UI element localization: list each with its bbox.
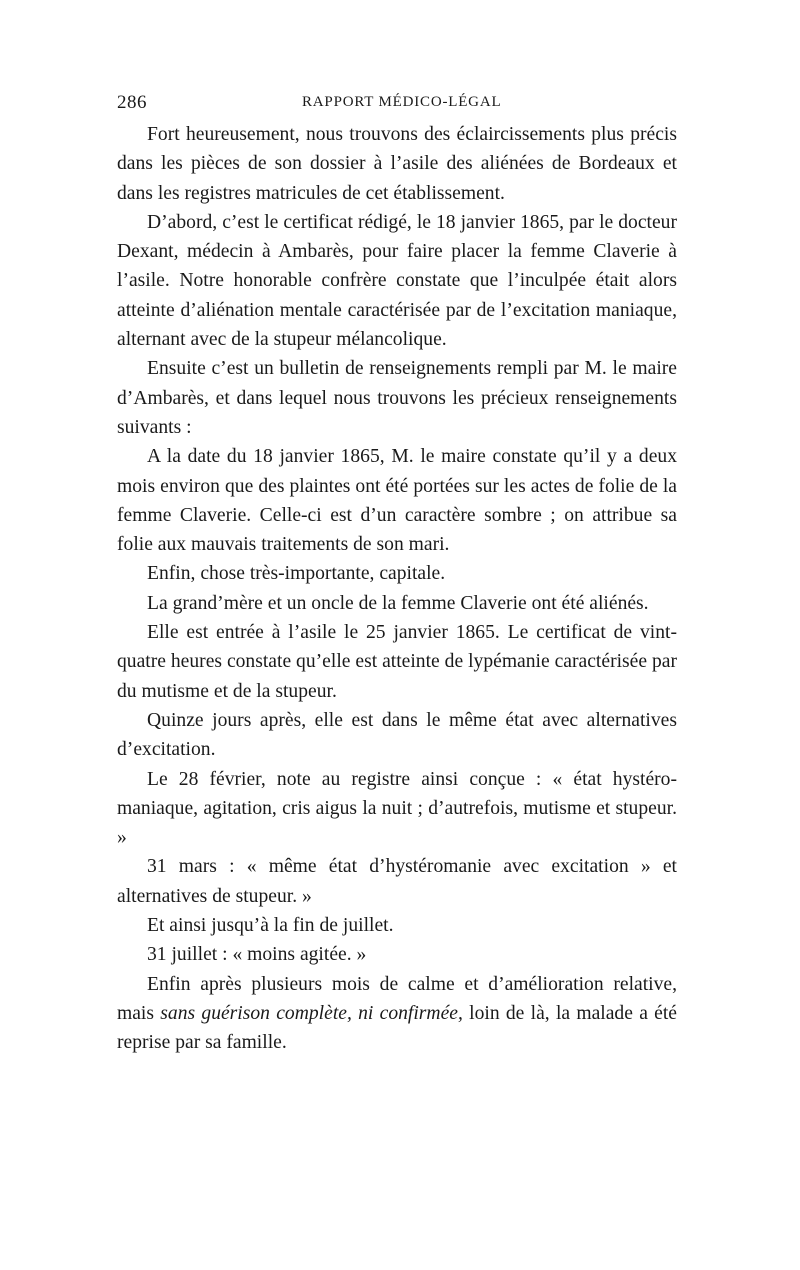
- paragraph-13-italic: sans guérison complète, ni confirmée,: [160, 1002, 463, 1024]
- running-title: RAPPORT MÉDICO-LÉGAL: [302, 94, 502, 110]
- paragraph-3: Ensuite c’est un bulletin de renseignements rempli par M. le maire d’Ambarès, et dans lequel nous trouvons les précieux renseignements suivants :: [117, 358, 677, 438]
- paragraph-13-end: loin de là, la malade a été reprise par sa famille.: [117, 1002, 677, 1054]
- paragraph-11: Et ainsi jusqu’à la fin de juillet.: [147, 915, 394, 937]
- paragraph-13-start: Enfin après plusieurs mois de calme et d’amélioration relative, mais: [117, 973, 677, 1024]
- paragraph-10: 31 mars : « même état d’hystéromanie avec excitation » et alternatives de stupeur. »: [117, 856, 677, 907]
- page-number: 286: [117, 92, 147, 113]
- page-header: [117, 92, 677, 120]
- paragraph-5: Enfin, chose très-importante, capitale.: [147, 563, 446, 585]
- book-page: [117, 92, 677, 1058]
- paragraph-4: A la date du 18 janvier 1865, M. le maire constate qu’il y a deux mois environ que des plaintes ont été portées sur les actes de folie de la femme Claverie. Celle-ci est d’un caractère sombre ; on attribue sa folie aux mauvais traitements de son mari.: [117, 446, 677, 556]
- paragraph-1: Fort heureusement, nous trouvons des éclaircissements plus précis dans les pièces de son dossier à l’asile des aliénées de Bordeaux et dans les registres matricules de cet établissement.: [117, 124, 677, 204]
- paragraph-2: D’abord, c’est le certificat rédigé, le 18 janvier 1865, par le docteur Dexant, médecin à Ambarès, pour faire placer la femme Claverie à l’asile. Notre honorable confrère constate que l’inculpée était alors atteinte d’aliénation mentale caractérisée par de l’excitation maniaque, alternant avec de la stupeur mélancolique.: [117, 211, 677, 351]
- paragraph-7: Elle est entrée à l’asile le 25 janvier 1865. Le certificat de vint-quatre heures constate qu’elle est atteinte de lypémanie caractérisée par du mutisme et de la stupeur.: [117, 622, 677, 702]
- paragraph-9: Le 28 février, note au registre ainsi conçue : « état hystéro-maniaque, agitation, cris aigus la nuit ; d’autrefois, mutisme et stupeur. »: [117, 768, 677, 849]
- paragraph-8: Quinze jours après, elle est dans le même état avec alternatives d’excitation.: [117, 709, 677, 761]
- paragraph-6: La grand’mère et un oncle de la femme Claverie ont été aliénés.: [147, 592, 649, 614]
- body-text: [117, 120, 677, 1058]
- paragraph-12: 31 juillet : « moins agitée. »: [147, 944, 367, 966]
- paragraph-13: [117, 970, 677, 1058]
